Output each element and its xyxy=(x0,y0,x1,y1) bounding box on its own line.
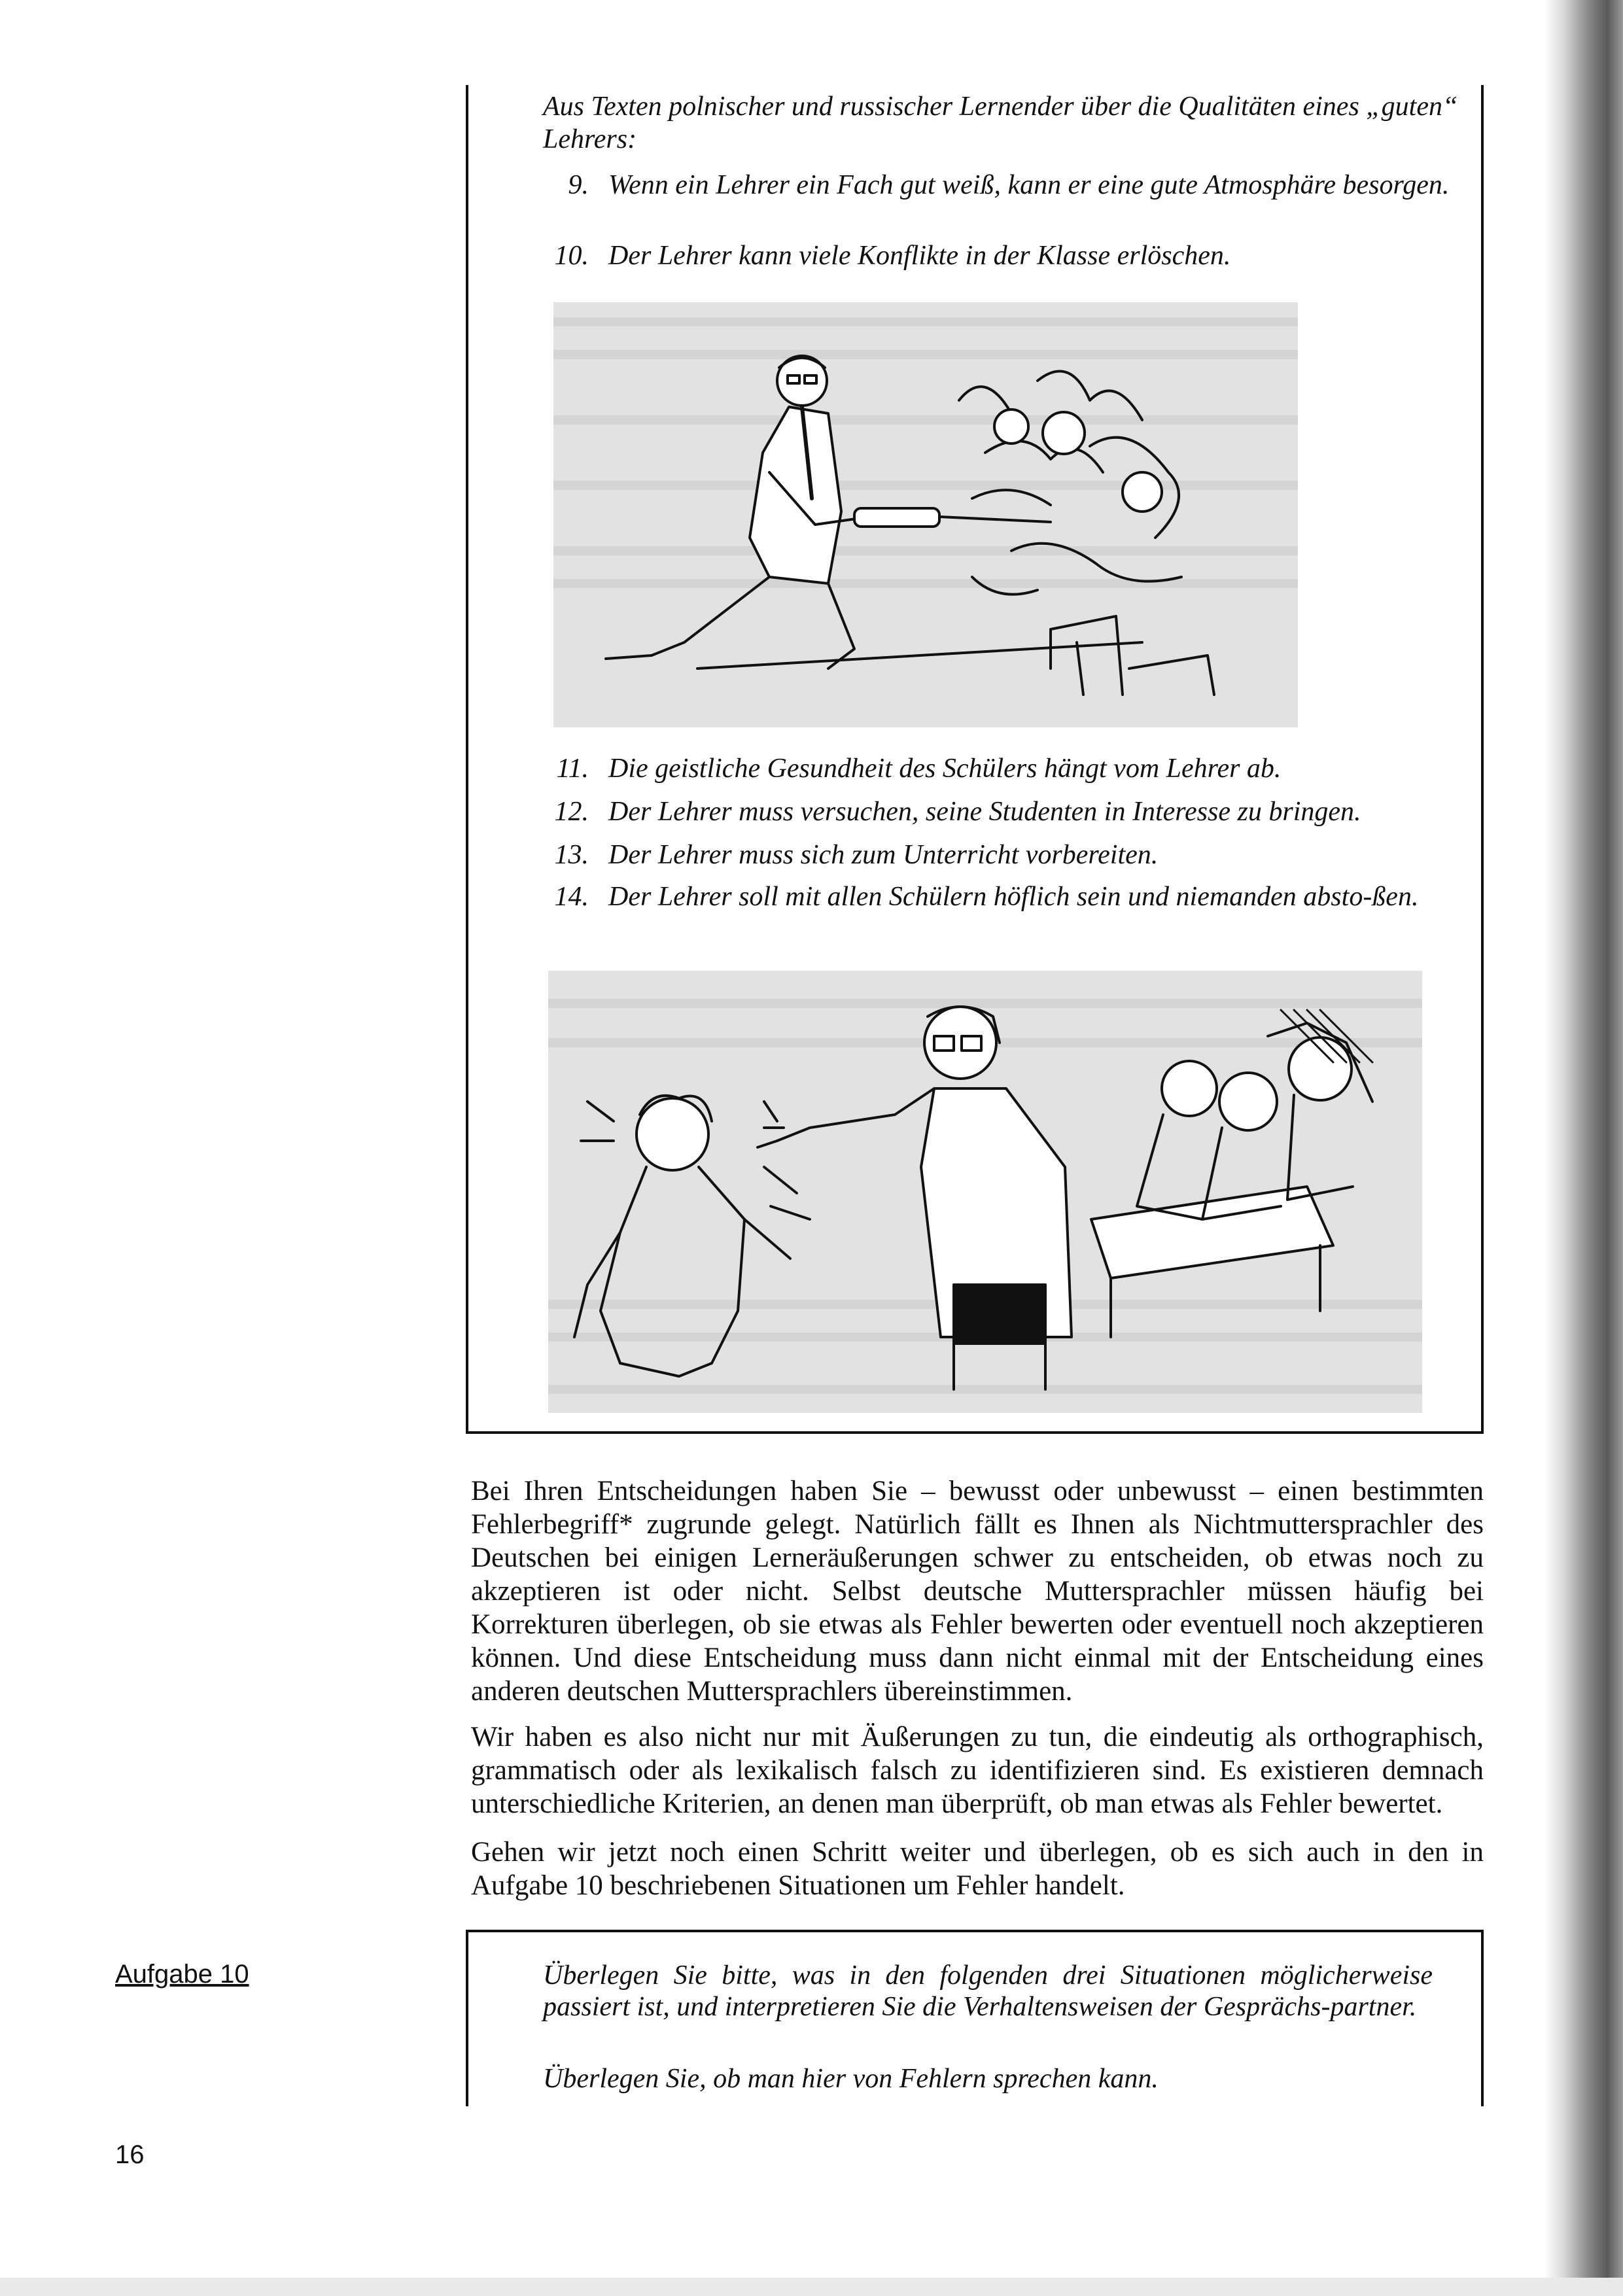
page-edge-shadow xyxy=(1544,0,1623,2296)
cartoon-fire-extinguisher-drawing xyxy=(553,302,1298,727)
body-paragraph-1: Bei Ihren Entscheidungen haben Sie – bewusst oder unbewusst – einen bestimmten Fehlerbegriff* zugrunde gelegt. Natürlich fällt es Ihnen als Nichtmuttersprachler des Deutschen bei einigen Lerneräußerungen schwer zu entscheiden, ob etwas noch zu akzeptieren ist oder nicht. Selbst deutsche Muttersprachler müssen häufig bei Korrekturen überlegen, ob sie etwas als Fehler bewerten oder eventuell noch akzeptieren können. Und diese Entscheidung muss dann nicht einmal mit der Entscheidung eines anderen deutschen Muttersprachlers übereinstimmen. xyxy=(471,1476,1484,1707)
item-text: Der Lehrer muss versuchen, seine Studenten in Interesse zu bringen. xyxy=(608,797,1361,827)
task-label: Aufgabe 10 xyxy=(115,1960,249,1989)
item-text: Der Lehrer kann viele Konflikte in der Klasse erlöschen. xyxy=(608,241,1231,271)
cartoon-fire-extinguisher xyxy=(553,302,1298,727)
item-text: Der Lehrer muss sich zum Unterricht vorbereiten. xyxy=(608,840,1159,870)
item-12 xyxy=(543,795,1478,828)
item-text: Der Lehrer soll mit allen Schülern höflich sein und niemanden absto-ßen. xyxy=(608,882,1419,912)
item-number: 13. xyxy=(554,840,589,870)
item-text: Wenn ein Lehrer ein Fach gut weiß, kann er eine gute Atmosphäre besorgen. xyxy=(608,170,1450,200)
item-number: 9. xyxy=(568,170,589,200)
item-text: Die geistliche Gesundheit des Schülers hängt vom Lehrer ab. xyxy=(608,754,1282,784)
box-intro: Aus Texten polnischer und russischer Lernender über die Qualitäten eines „guten“ Lehrers: xyxy=(543,92,1458,154)
page-number: 16 xyxy=(115,2140,145,2169)
item-13 xyxy=(543,839,1478,871)
cartoon-teacher-push xyxy=(548,971,1422,1413)
item-10 xyxy=(543,239,1478,272)
item-number: 10. xyxy=(554,241,589,271)
body-paragraph-2: Wir haben es also nicht nur mit Äußerungen zu tun, die eindeutig als orthographisch, grammatisch oder als lexikalisch falsch zu identifizieren sind. Es existieren demnach unterschiedliche Kriterien, an denen man überprüft, ob man etwas als Fehler bewertet. xyxy=(471,1722,1484,1819)
task-instruction-2: Überlegen Sie, ob man hier von Fehlern sprechen kann. xyxy=(543,2064,1159,2094)
item-11 xyxy=(543,752,1478,785)
item-14 xyxy=(543,880,1478,946)
item-number: 11. xyxy=(556,754,589,784)
item-9 xyxy=(543,169,1478,234)
task-instruction-1: Überlegen Sie bitte, was in den folgenden drei Situationen möglicherweise passiert ist, und interpretieren Sie die Verhaltensweisen der Gesprächs-partner. xyxy=(543,1960,1433,2022)
item-number: 14. xyxy=(554,882,589,912)
item-number: 12. xyxy=(554,797,589,827)
cartoon-teacher-push-drawing xyxy=(548,971,1422,1413)
body-paragraph-3: Gehen wir jetzt noch einen Schritt weiter und überlegen, ob es sich auch in den in Aufgabe 10 beschriebenen Situationen um Fehler handelt. xyxy=(471,1837,1484,1901)
scan-bottom-strip xyxy=(0,2278,1623,2296)
